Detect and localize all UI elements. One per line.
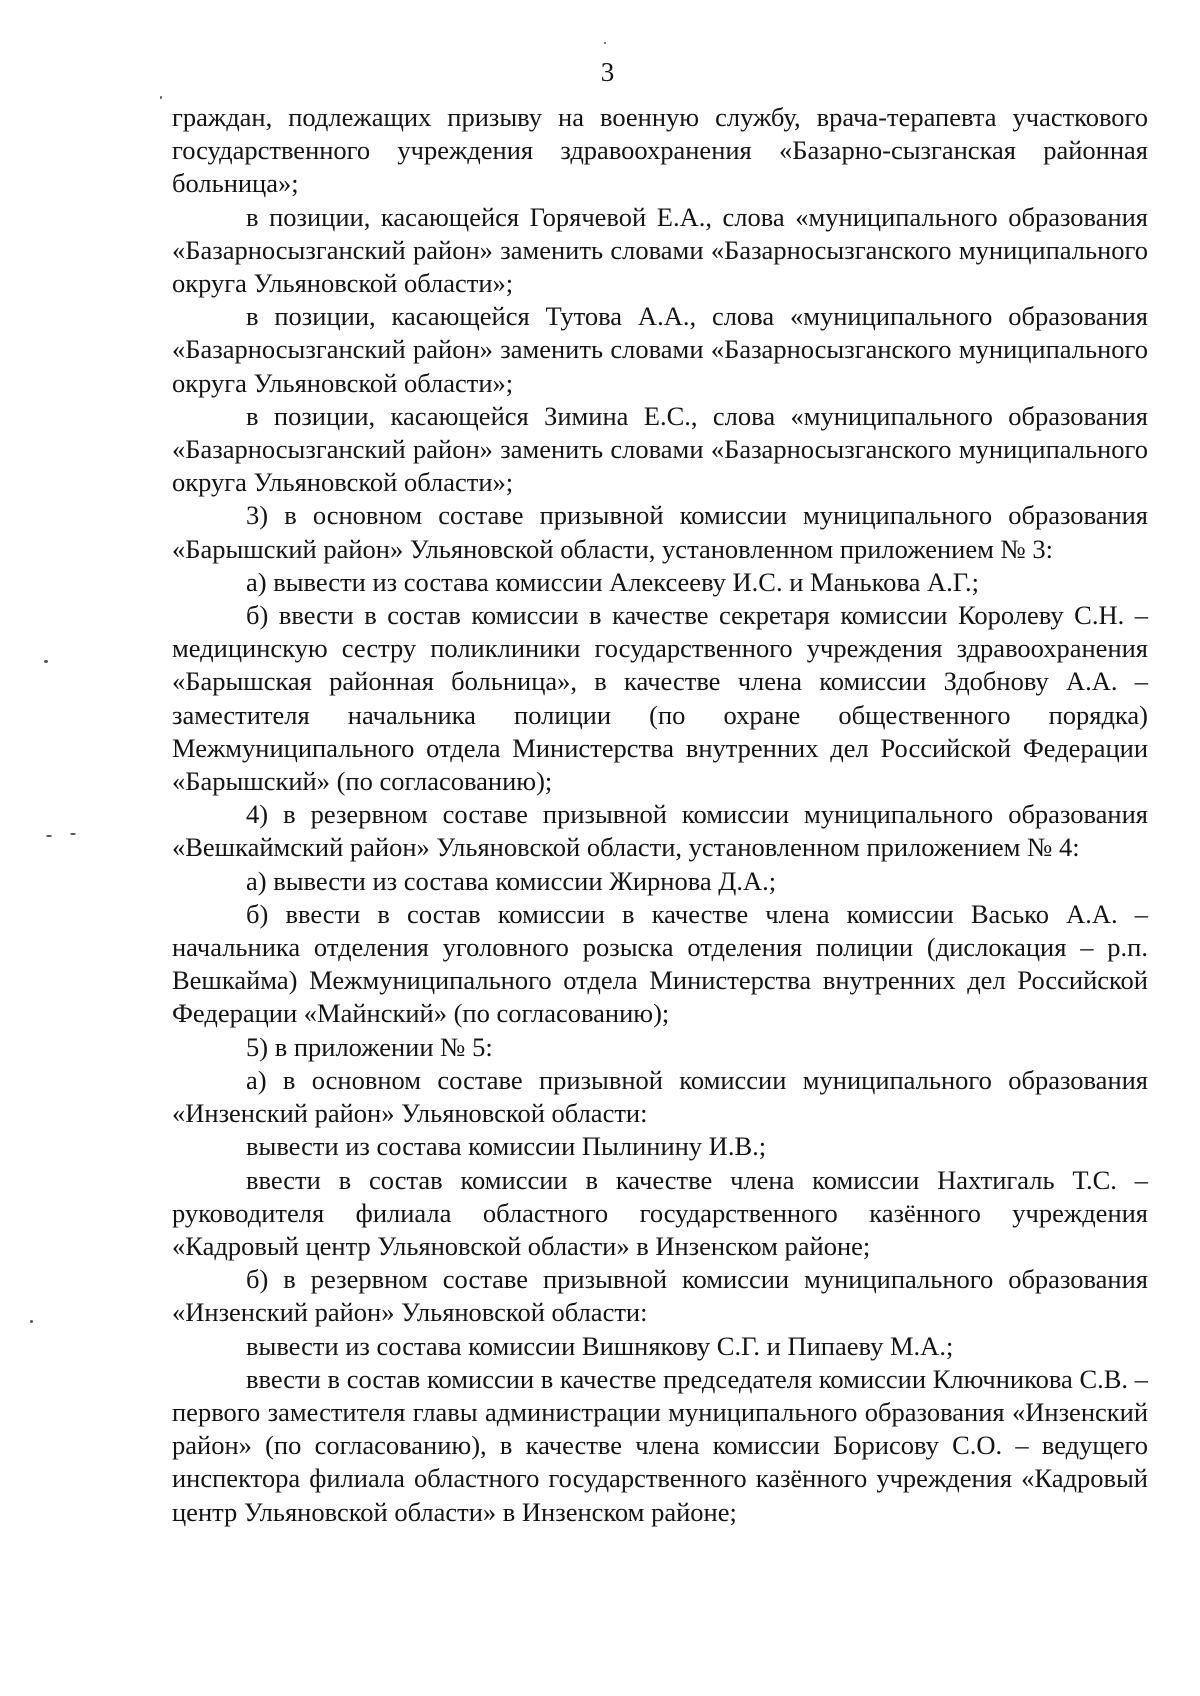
paragraph: а) вывести из состава комиссии Жирнова Д.А.; <box>246 865 777 896</box>
paragraph: в позиции, касающейся Тутова А.А., слова «муниципального образования «Базарносызганский район» заменить словами «Базарносызганского муниципального округа Ульяновской области»; <box>172 301 1148 398</box>
paragraph: в позиции, касающейся Горячевой Е.А., слова «муниципального образования «Базарносызганский район» заменить словами «Базарносызганского муниципального округа Ульяновской области»; <box>172 201 1148 299</box>
paragraph: б) в резервном составе призывной комиссии муниципального образования «Инзенский район» Ульяновской области: <box>172 1264 1148 1328</box>
paragraph: ввести в состав комиссии в качестве члена комиссии Нахтигаль Т.С. – руководителя филиала областного государственного казённого учреждения «Кадровый центр Ульяновской области» в Инзенском районе; <box>172 1164 1148 1261</box>
paragraph: а) в основном составе призывной комиссии муниципального образования «Инзенский район» Ульяновской области: <box>172 1064 1148 1129</box>
paragraph: в позиции, касающейся Зимина Е.С., слова «муниципального образования «Базарносызганский район» заменить словами «Базарносызганского муниципального округа Ульяновской области»; <box>172 400 1148 498</box>
paragraph: б) ввести в состав комиссии в качестве секретаря комиссии Королеву С.Н. – медицинскую сестру поликлиники государственного учреждения здравоохранения «Барышская районная больница», в качестве члена комиссии Здобнову А.А. – заместителя начальника полиции (по охране общественного порядка) Межмуниципального отдела Министерства внутренних дел Российской Федерации «Барышский» (по согласованию); <box>172 600 1148 797</box>
paragraph: вывести из состава комиссии Пылинину И.В.; <box>246 1131 767 1162</box>
paragraph: 5) в приложении № 5: <box>246 1031 493 1062</box>
paragraph: вывести из состава комиссии Вишнякову С.Г. и Пипаеву М.А.; <box>246 1330 954 1361</box>
scan-speck <box>604 42 606 44</box>
paragraph: а) вывести из состава комиссии Алексееву И.С. и Манькова А.Г.; <box>246 566 980 597</box>
scan-speck <box>160 96 162 99</box>
scan-speck <box>30 1320 33 1323</box>
paragraph: граждан, подлежащих призыву на военную службу, врача-терапевта участкового государственного учреждения здравоохранения «Базарно-сызганская районная больница»; <box>172 102 1148 199</box>
scan-speck <box>44 660 48 663</box>
paragraph: 4) в резервном составе призывной комиссии муниципального образования «Вешкаймский район» Ульяновской области, установленном приложением № 4: <box>172 799 1148 863</box>
page-number: 3 <box>600 57 615 87</box>
paragraph: б) ввести в состав комиссии в качестве члена комиссии Васько А.А. – начальника отделения уголовного розыска отделения полиции (дислокация – р.п. Вешкайма) Межмуниципального отдела Министерства внутренних дел Российской Федерации «Майнский» (по согласованию); <box>172 898 1148 1029</box>
scan-speck <box>46 835 52 837</box>
paragraph: 3) в основном составе призывной комиссии муниципального образования «Барышский район» Ульяновской области, установленном приложением № 3: <box>172 500 1148 564</box>
paragraph: ввести в состав комиссии в качестве председателя комиссии Ключникова С.В. – первого заместителя главы администрации муниципального образования «Инзенский район» (по согласованию), в качестве члена комиссии Борисову С.О. – ведущего инспектора филиала областного государственного казённого учреждения «Кадровый центр Ульяновской области» в Инзенском районе; <box>172 1363 1148 1527</box>
document-body <box>172 101 1148 1529</box>
scan-speck <box>70 833 76 835</box>
